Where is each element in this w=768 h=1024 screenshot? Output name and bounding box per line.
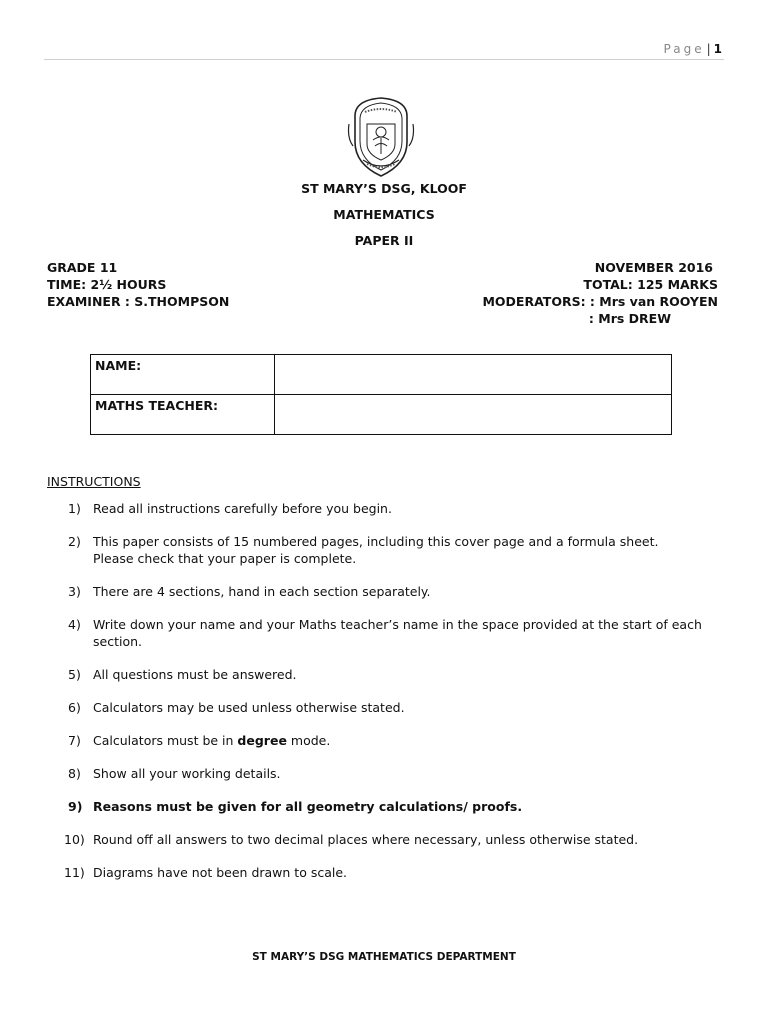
total-label: TOTAL: 125 MARKS	[583, 277, 718, 292]
list-item	[68, 798, 728, 815]
list-item	[68, 765, 728, 782]
item-number: 7)	[68, 733, 81, 748]
item-number: 9)	[68, 799, 83, 814]
name-label: NAME:	[91, 355, 275, 395]
school-name: ST MARY’S DSG, KLOOF	[301, 181, 467, 196]
item-text-continued: Please check that your paper is complete.	[93, 551, 357, 566]
moderators-label: MODERATORS: : Mrs van ROOYEN	[482, 294, 718, 309]
item-text: There are 4 sections, hand in each section separately.	[93, 584, 431, 599]
list-item	[64, 864, 728, 881]
moderator-2-label: : Mrs DREW	[588, 311, 671, 326]
item-number: 11)	[64, 865, 85, 880]
item-text: Calculators must be in	[93, 733, 238, 748]
list-item	[68, 583, 728, 600]
item-text: Write down your name and your Maths teacher’s name in the space provided at the start of each	[93, 617, 702, 632]
item-text: Diagrams have not been drawn to scale.	[93, 865, 348, 880]
instructions-list	[64, 500, 728, 897]
name-row	[91, 355, 672, 395]
item-number: 3)	[68, 584, 81, 599]
item-number: 10)	[64, 832, 85, 847]
item-number: 1)	[68, 501, 81, 516]
item-number: 4)	[68, 617, 81, 632]
exam-info-left	[47, 259, 229, 310]
list-item	[68, 666, 728, 683]
item-text: Calculators may be used unless otherwise stated.	[93, 700, 405, 715]
paper-title: PAPER II	[354, 233, 414, 248]
item-text: All questions must be answered.	[93, 667, 297, 682]
page-footer: ST MARY’S DSG MATHEMATICS DEPARTMENT	[252, 951, 516, 963]
item-text-emphasis: degree	[237, 733, 287, 748]
item-number: 6)	[68, 700, 81, 715]
list-item	[68, 616, 728, 650]
page-number-label	[664, 42, 722, 56]
teacher-label: MATHS TEACHER:	[91, 395, 275, 435]
list-item	[68, 533, 728, 567]
instructions-heading: INSTRUCTIONS	[47, 474, 141, 489]
name-field[interactable]	[275, 355, 672, 395]
list-item	[68, 500, 728, 517]
item-text: Show all your working details.	[93, 766, 281, 781]
teacher-field[interactable]	[275, 395, 672, 435]
list-item	[68, 699, 728, 716]
examiner-label: EXAMINER : S.THOMPSON	[47, 294, 230, 309]
subject-title: MATHEMATICS	[333, 207, 435, 222]
item-number: 2)	[68, 534, 81, 549]
page-number: 1	[713, 42, 722, 56]
exam-info-right	[482, 259, 718, 327]
list-item	[64, 831, 728, 848]
item-text: Read all instructions carefully before you begin.	[93, 501, 392, 516]
grade-label: GRADE 11	[47, 260, 118, 275]
item-number: 5)	[68, 667, 81, 682]
teacher-row	[91, 395, 672, 435]
item-text-continued: section.	[93, 634, 142, 649]
list-item	[68, 732, 728, 749]
page-word: Page	[663, 42, 705, 56]
time-label: TIME: 2½ HOURS	[47, 277, 167, 292]
item-text: This paper consists of 15 numbered pages, including this cover page and a formula sheet.	[93, 534, 659, 549]
page-separator: |	[706, 42, 711, 56]
school-crest-icon	[345, 94, 417, 180]
header-divider	[44, 59, 724, 60]
item-text: Reasons must be given for all geometry calculations/ proofs.	[93, 799, 523, 814]
student-details-table	[90, 354, 672, 435]
item-text-end: mode.	[286, 733, 331, 748]
item-text: Round off all answers to two decimal places where necessary, unless otherwise stated.	[93, 832, 639, 847]
date-label: NOVEMBER 2016	[594, 260, 713, 275]
item-number: 8)	[68, 766, 81, 781]
